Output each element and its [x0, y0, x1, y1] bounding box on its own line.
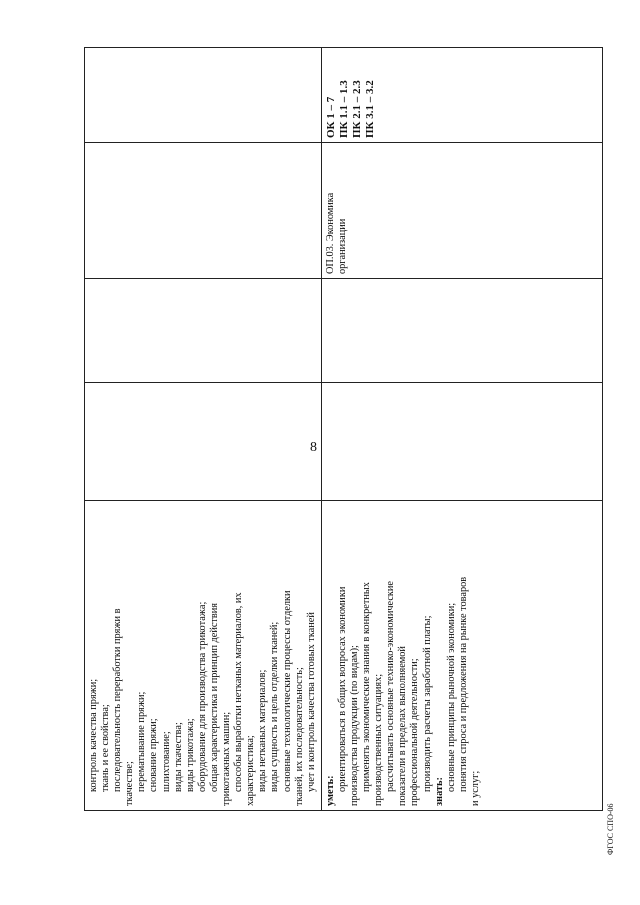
text-line: шлихтование; [160, 731, 172, 792]
text-line: производственных ситуациях; [373, 673, 385, 806]
competence-code: ПК 1.1 – 1.3 [337, 80, 350, 138]
text-line: учет и контроль качества готовых тканей [305, 612, 317, 792]
skills-cell [321, 501, 602, 811]
empty-cell [85, 383, 322, 501]
empty-cell [85, 279, 322, 383]
text-line: трикотажных машин; [221, 711, 233, 806]
text-line: понятия спроса и предложения на рынке товаров [457, 576, 469, 792]
text-line: производства продукции (по видам); [348, 645, 360, 806]
text-line: тканей, их последовательность; [293, 667, 305, 806]
umet-heading: уметь: [324, 775, 336, 806]
standards-table [84, 47, 603, 811]
text-line: основные принципы рыночной экономики; [445, 602, 457, 792]
footer-code: ФГОС СПО-06 [606, 803, 615, 855]
page-number: 8 [310, 440, 317, 455]
text-line: ткань и ее свойства; [100, 704, 112, 792]
text-line: виды ткачества; [172, 722, 184, 792]
text-line: виды нетканых материалов; [257, 669, 269, 792]
empty-cell [321, 279, 602, 383]
text-line: способы выработки нетканых материалов, их [233, 592, 245, 792]
text-line: оборудование для производства трикотажа; [196, 601, 208, 792]
text-line: основные технологические процессы отделки [281, 590, 293, 792]
empty-cell [321, 383, 602, 501]
text-line: рассчитывать основные технико-экономические [385, 581, 397, 792]
text-line: характеристика; [245, 735, 257, 806]
table-row [321, 48, 602, 811]
text-line: общая характеристика и принцип действия [208, 602, 220, 792]
competences-cell [321, 48, 602, 143]
text-line: показатели в пределах выполняемой [397, 646, 409, 806]
text-line: снование пряжи; [148, 718, 160, 792]
text-line: профессиональной деятельности; [409, 658, 421, 806]
znat-heading: знать: [433, 777, 445, 806]
empty-cell [85, 143, 322, 279]
rotated-page [84, 48, 603, 811]
competence-code: ПК 2.1 – 2.3 [350, 80, 363, 138]
text-line: применять экономические знания в конкретных [361, 582, 373, 792]
text-line: ориентироваться в общих вопросах экономики [336, 586, 348, 792]
text-line: ткачестве; [124, 761, 136, 806]
competence-code: ПК 3.1 – 3.2 [363, 80, 376, 138]
empty-cell [85, 48, 322, 143]
knowledge-cell [85, 501, 322, 811]
competence-code: ОК 1 – 7 [324, 96, 337, 138]
text-line: виды трикотажа; [184, 718, 196, 792]
text-line: производить расчеты заработной платы; [421, 615, 433, 792]
text-line: и услуг; [469, 770, 481, 806]
text-line: виды сущность и цель отделки тканей; [269, 621, 281, 792]
table-row [85, 48, 322, 811]
text-line: контроль качества пряжи; [88, 678, 99, 792]
text-line: последовательность переработки пряжи в [112, 608, 124, 792]
text-line: перематывание пряжи; [136, 691, 148, 792]
discipline-cell: ОП.03. Экономика организации [321, 143, 602, 279]
